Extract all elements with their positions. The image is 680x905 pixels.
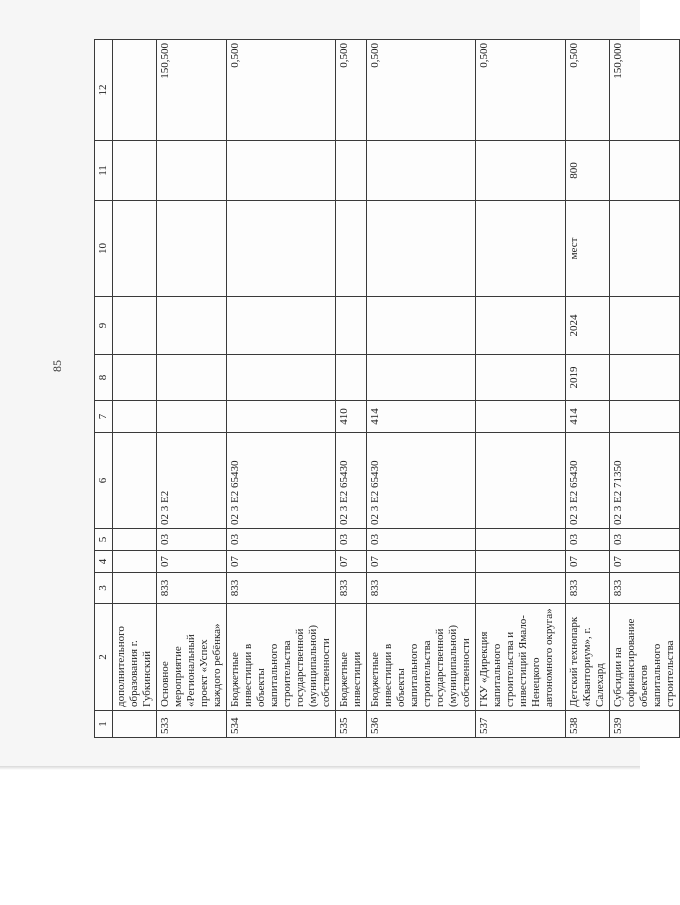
- table-cell: 833: [566, 573, 610, 604]
- row-name-cell: дополнительного образования г. Губкинский: [113, 604, 157, 711]
- header-cell: 8: [95, 355, 113, 401]
- header-cell: 5: [95, 529, 113, 551]
- table-cell: [157, 355, 227, 401]
- table-cell: [367, 201, 476, 297]
- table-cell: [367, 355, 476, 401]
- table-row: [336, 40, 367, 738]
- table-cell: [336, 141, 367, 201]
- header-cell: 7: [95, 401, 113, 433]
- table-cell: 0,500: [476, 40, 566, 141]
- table-cell: 02 3 E2 71350: [610, 433, 680, 529]
- table-cell: мест: [566, 201, 610, 297]
- table-cell: 833: [336, 573, 367, 604]
- header-cell: 9: [95, 297, 113, 355]
- table-cell: [157, 201, 227, 297]
- table-row: [566, 40, 610, 738]
- table-cell: [610, 355, 680, 401]
- table-cell: 07: [566, 551, 610, 573]
- table-row: [157, 40, 227, 738]
- table-cell: [113, 433, 157, 529]
- budget-table: [94, 39, 680, 738]
- table-cell: [157, 141, 227, 201]
- header-cell: 3: [95, 573, 113, 604]
- table-cell: 150,000: [610, 40, 680, 141]
- table-cell: [476, 141, 566, 201]
- table-cell: 410: [336, 401, 367, 433]
- row-name-cell: Бюджетные инвестиции: [336, 604, 367, 711]
- table-cell: 02 3 E2 65430: [336, 433, 367, 529]
- table-cell: 02 3 E2 65430: [566, 433, 610, 529]
- table-cell: [610, 401, 680, 433]
- row-name-cell: Бюджетные инвестиции в объекты капитального строительства государственной (муниципальной) собственности: [227, 604, 336, 711]
- table-cell: 03: [610, 529, 680, 551]
- table-cell: 07: [227, 551, 336, 573]
- table-cell: 02 3 E2 65430: [367, 433, 476, 529]
- table-cell: [157, 297, 227, 355]
- table-cell: [476, 401, 566, 433]
- row-number-cell: 537: [476, 711, 566, 738]
- table-cell: [476, 201, 566, 297]
- scan-edge: [0, 766, 640, 770]
- table-cell: 03: [336, 529, 367, 551]
- table-row: [476, 40, 566, 738]
- table-cell: 07: [157, 551, 227, 573]
- table-cell: 833: [157, 573, 227, 604]
- table-cell: [610, 201, 680, 297]
- page-number: 85: [50, 360, 64, 372]
- table-cell: 03: [566, 529, 610, 551]
- rotated-table-wrapper: [94, 40, 676, 738]
- table-cell: [227, 201, 336, 297]
- header-cell: 10: [95, 201, 113, 297]
- header-cell: 4: [95, 551, 113, 573]
- table-cell: 07: [336, 551, 367, 573]
- table-cell: [227, 141, 336, 201]
- table-cell: [113, 529, 157, 551]
- table-cell: 0,500: [227, 40, 336, 141]
- table-cell: 03: [227, 529, 336, 551]
- table-cell: [610, 297, 680, 355]
- row-number-cell: 535: [336, 711, 367, 738]
- table-cell: [113, 401, 157, 433]
- table-cell: 833: [610, 573, 680, 604]
- table-cell: [476, 433, 566, 529]
- header-cell: 6: [95, 433, 113, 529]
- row-name-cell: Основное мероприятие «Региональный проект «Успех каждого ребёнка»: [157, 604, 227, 711]
- row-number-cell: 536: [367, 711, 476, 738]
- table-cell: 800: [566, 141, 610, 201]
- header-row: [95, 40, 113, 738]
- table-cell: 07: [367, 551, 476, 573]
- row-number-cell: 538: [566, 711, 610, 738]
- table-cell: 2024: [566, 297, 610, 355]
- row-number-cell: [113, 711, 157, 738]
- table-cell: 0,500: [367, 40, 476, 141]
- table-cell: [367, 297, 476, 355]
- table-cell: 414: [367, 401, 476, 433]
- table-row: [610, 40, 680, 738]
- row-name-cell: Детский технопарк «Кванториум», г. Салехард: [566, 604, 610, 711]
- table-cell: [227, 297, 336, 355]
- table-cell: [157, 401, 227, 433]
- table-cell: 414: [566, 401, 610, 433]
- row-number-cell: 534: [227, 711, 336, 738]
- table-cell: 2019: [566, 355, 610, 401]
- table-cell: [476, 551, 566, 573]
- table-cell: [113, 573, 157, 604]
- table-cell: [113, 40, 157, 141]
- table-cell: 02 3 E2 65430: [227, 433, 336, 529]
- table-cell: [227, 355, 336, 401]
- row-name-cell: Бюджетные инвестиции в объекты капитального строительства государственной (муниципальной) собственности: [367, 604, 476, 711]
- table-cell: [476, 355, 566, 401]
- row-name-cell: ГКУ «Дирекция капитального строительства и инвестиций Ямало-Ненецкого автономного округа»: [476, 604, 566, 711]
- row-name-cell: Субсидии на софинансирование объектов капитального строительства: [610, 604, 680, 711]
- table-cell: 0,500: [336, 40, 367, 141]
- table-cell: 0,500: [566, 40, 610, 141]
- table-cell: [113, 201, 157, 297]
- table-cell: [113, 551, 157, 573]
- table-cell: 03: [157, 529, 227, 551]
- table-cell: [113, 297, 157, 355]
- row-number-cell: 539: [610, 711, 680, 738]
- table-cell: 150,500: [157, 40, 227, 141]
- table-cell: [610, 141, 680, 201]
- header-cell: 2: [95, 604, 113, 711]
- table-cell: [227, 401, 336, 433]
- table-cell: [336, 355, 367, 401]
- table-cell: [476, 573, 566, 604]
- table-row: [113, 40, 157, 738]
- table-cell: [113, 141, 157, 201]
- table-cell: [336, 201, 367, 297]
- table-cell: [113, 355, 157, 401]
- row-number-cell: 533: [157, 711, 227, 738]
- table-cell: 02 3 E2: [157, 433, 227, 529]
- table-cell: 03: [367, 529, 476, 551]
- header-cell: 11: [95, 141, 113, 201]
- table-cell: [367, 141, 476, 201]
- table-cell: 833: [367, 573, 476, 604]
- header-cell: 12: [95, 40, 113, 141]
- header-cell: 1: [95, 711, 113, 738]
- table-row: [227, 40, 336, 738]
- table-cell: [476, 297, 566, 355]
- table-cell: [336, 297, 367, 355]
- table-row: [367, 40, 476, 738]
- table-cell: 833: [227, 573, 336, 604]
- table-cell: 07: [610, 551, 680, 573]
- table-cell: [476, 529, 566, 551]
